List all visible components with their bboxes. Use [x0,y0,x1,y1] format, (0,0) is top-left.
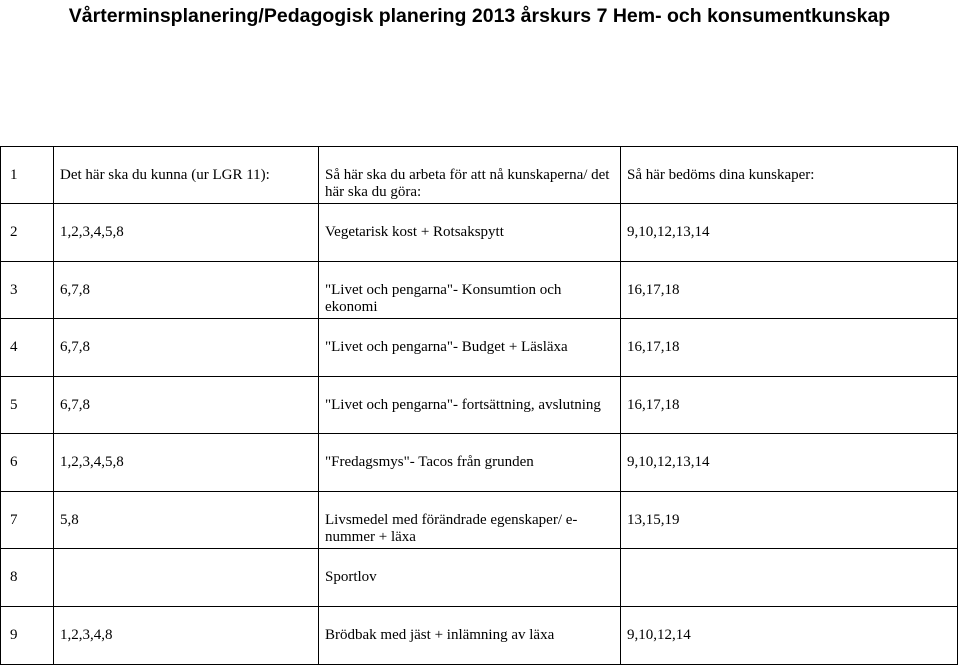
lgr-cell [54,549,319,607]
activity-cell: "Livet och pengarna"- Konsumtion och ekonomi [319,262,621,319]
lgr-header-cell: Det här ska du kunna (ur LGR 11): [54,147,319,204]
row-number-cell: 5 [1,377,54,434]
activity-cell: Livsmedel med förändrade egenskaper/ e-nummer + läxa [319,492,621,549]
lgr-cell: 6,7,8 [54,319,319,377]
assessment-cell: 9,10,12,14 [621,607,958,665]
table-row [1,319,958,377]
table-row [1,607,958,665]
lgr-cell: 1,2,3,4,5,8 [54,434,319,492]
activity-cell: Brödbak med jäst + inlämning av läxa [319,607,621,665]
row-number-cell: 1 [1,147,54,204]
activity-header-cell: Så här ska du arbeta för att nå kunskaperna/ det här ska du göra: [319,147,621,204]
row-number-cell: 6 [1,434,54,492]
planning-table [0,146,958,665]
activity-cell: "Livet och pengarna"- fortsättning, avslutning [319,377,621,434]
assessment-cell: 9,10,12,13,14 [621,434,958,492]
activity-cell: "Fredagsmys"- Tacos från grunden [319,434,621,492]
lgr-cell: 5,8 [54,492,319,549]
activity-cell: "Livet och pengarna"- Budget + Läsläxa [319,319,621,377]
row-number-cell: 9 [1,607,54,665]
row-number-cell: 4 [1,319,54,377]
row-number-cell: 8 [1,549,54,607]
table-row [1,434,958,492]
row-number-cell: 2 [1,204,54,262]
lgr-cell: 6,7,8 [54,377,319,434]
activity-cell: Sportlov [319,549,621,607]
lgr-cell: 1,2,3,4,5,8 [54,204,319,262]
row-number-cell: 3 [1,262,54,319]
table-row [1,492,958,549]
assessment-cell: 9,10,12,13,14 [621,204,958,262]
assessment-cell [621,549,958,607]
assessment-cell: 16,17,18 [621,319,958,377]
table-row [1,147,958,204]
table-row [1,262,958,319]
activity-cell: Vegetarisk kost + Rotsakspytt [319,204,621,262]
table-row [1,204,958,262]
table-row [1,377,958,434]
document-title: Vårterminsplanering/Pedagogisk planering 2013 årskurs 7 Hem- och konsumentkunskap [68,5,891,27]
assessment-header-cell: Så här bedöms dina kunskaper: [621,147,958,204]
row-number-cell: 7 [1,492,54,549]
lgr-cell: 6,7,8 [54,262,319,319]
lgr-cell: 1,2,3,4,8 [54,607,319,665]
assessment-cell: 16,17,18 [621,262,958,319]
assessment-cell: 13,15,19 [621,492,958,549]
table-row [1,549,958,607]
assessment-cell: 16,17,18 [621,377,958,434]
